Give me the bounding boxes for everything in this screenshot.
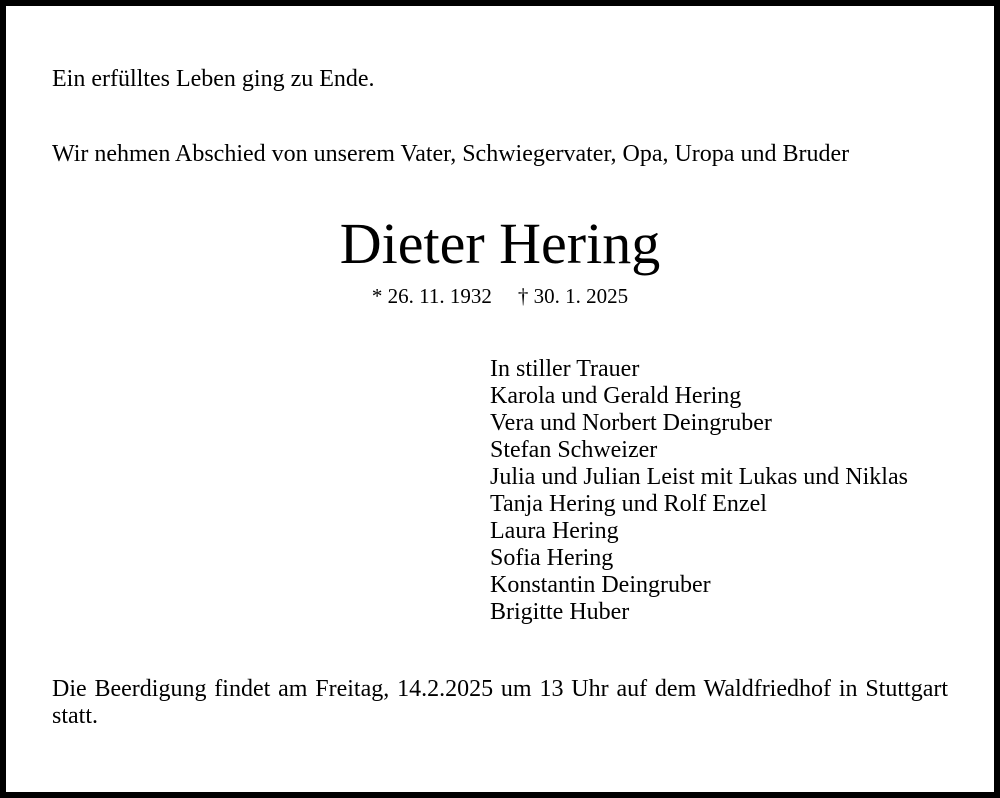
farewell-text: Wir nehmen Abschied von unserem Vater, Schwiegervater, Opa, Uropa und Bruder bbox=[52, 141, 850, 167]
life-dates bbox=[0, 283, 1000, 309]
intro-text: Ein erfülltes Leben ging zu Ende. bbox=[52, 66, 375, 92]
mourner-entry: Sofia Hering bbox=[490, 545, 614, 571]
mourner-entry: Julia und Julian Leist mit Lukas und Niklas bbox=[490, 464, 908, 490]
funeral-info: Die Beerdigung findet am Freitag, 14.2.2025 um 13 Uhr auf dem Waldfriedhof in Stuttgart statt. bbox=[52, 676, 948, 729]
mourner-entry: Stefan Schweizer bbox=[490, 437, 658, 463]
mourner-entry: Brigitte Huber bbox=[490, 599, 630, 625]
mourner-entry: Tanja Hering und Rolf Enzel bbox=[490, 491, 767, 517]
mourner-entry: Laura Hering bbox=[490, 518, 619, 544]
mourner-entry: Vera und Norbert Deingruber bbox=[490, 410, 772, 436]
death-date: † 30. 1. 2025 bbox=[517, 284, 629, 308]
deceased-name: Dieter Hering bbox=[339, 211, 661, 276]
mourners-list bbox=[490, 356, 908, 626]
mourners-heading: In stiller Trauer bbox=[490, 356, 640, 382]
mourner-entry: Konstantin Deingruber bbox=[490, 572, 711, 598]
mourner-entry: Karola und Gerald Hering bbox=[490, 383, 742, 409]
birth-date: * 26. 11. 1932 bbox=[371, 284, 492, 308]
